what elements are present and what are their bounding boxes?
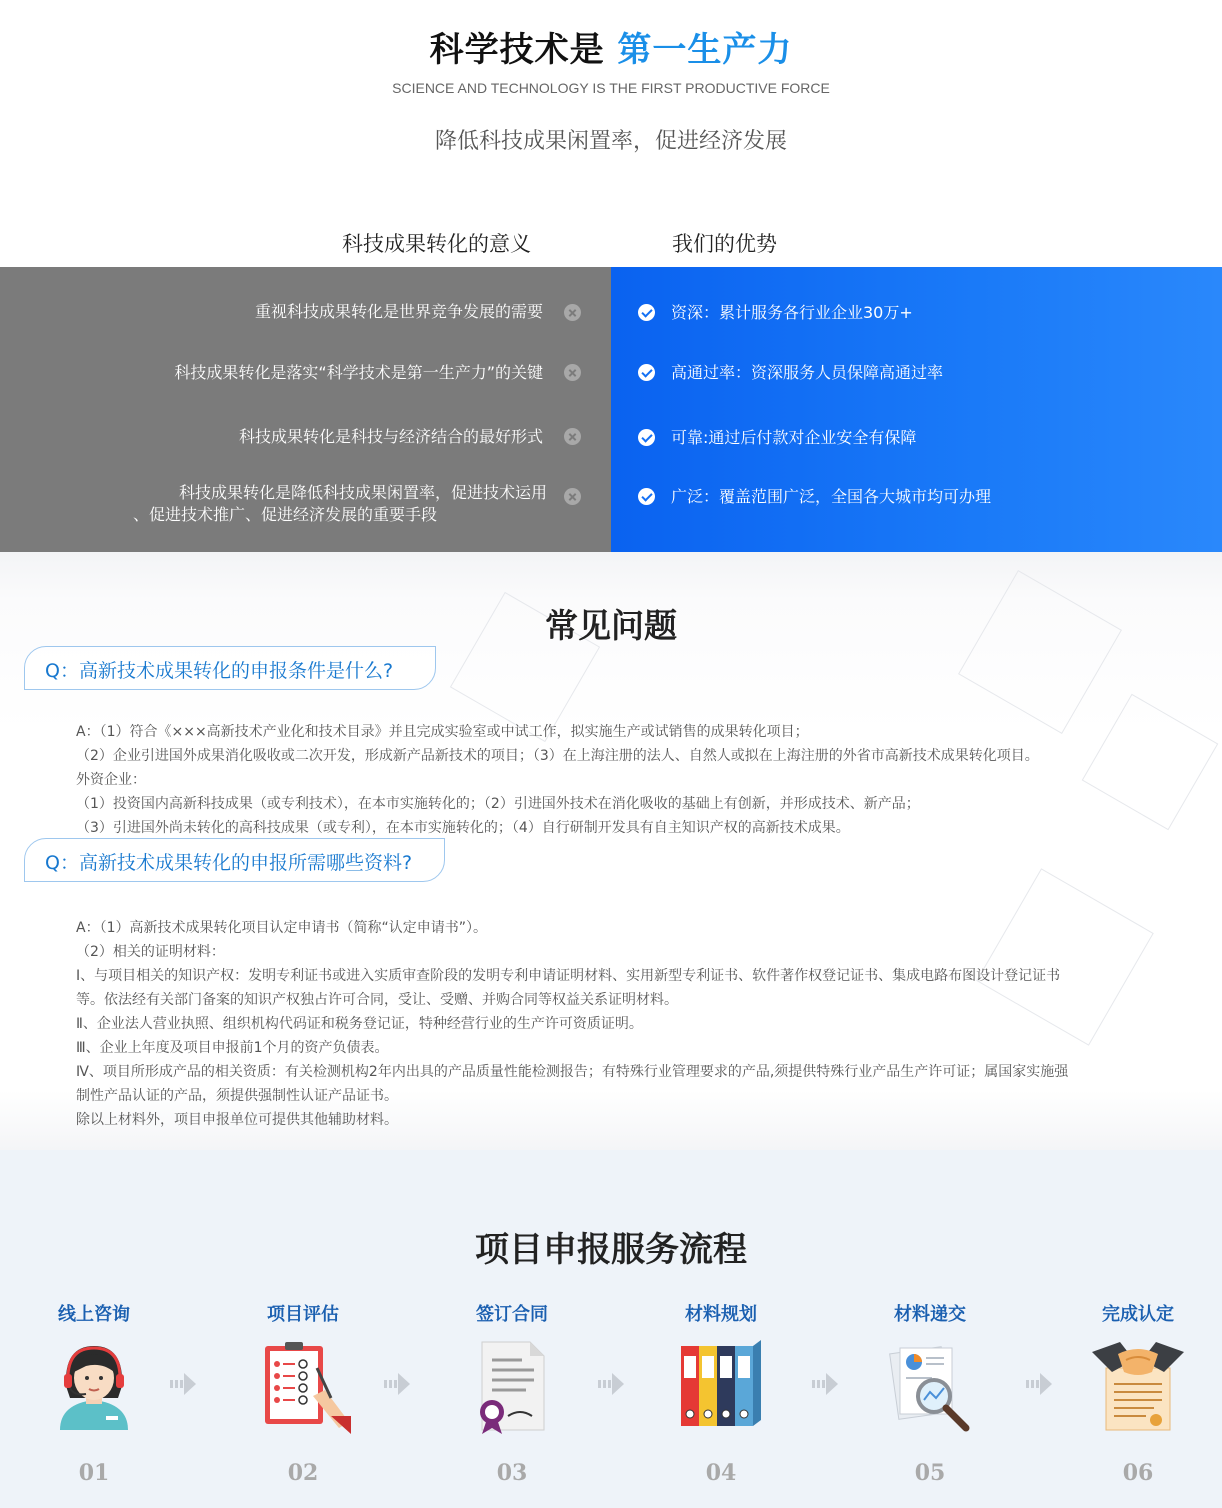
hero-title-accent: 第一生产力	[617, 30, 793, 70]
check-icon	[638, 304, 655, 321]
faq-question-1[interactable]	[24, 646, 436, 690]
hexagon-decoration	[958, 570, 1122, 734]
answer-line: 等。依法经有关部门备案的知识产权独占许可合同，受让、受赠、并购合同等权益关系证明材料。	[76, 992, 678, 1008]
checklist-icon	[255, 1338, 351, 1434]
process-step-evaluate	[233, 1300, 373, 1486]
advantage-item: 高通过率：资深服务人员保障高通过率	[671, 363, 944, 382]
answer-line: Ⅱ、企业法人营业执照、组织机构代码证和税务登记证，特种经营行业的生产许可资质证明。	[76, 1016, 643, 1032]
handshake-certificate-icon	[1090, 1338, 1186, 1434]
arrow-right-icon	[170, 1373, 198, 1395]
advantages-heading: 我们的优势	[672, 232, 777, 256]
hero-section	[0, 0, 1222, 200]
significance-item: 科技成果转化是科技与经济结合的最好形式	[238, 427, 543, 446]
cross-icon	[564, 364, 581, 381]
arrow-right-icon	[1026, 1373, 1054, 1395]
faq-section	[0, 552, 1222, 1150]
arrow-right-icon	[384, 1373, 412, 1395]
advantage-item: 广泛：覆盖范围广泛，全国各大城市均可办理	[671, 487, 992, 506]
step-label: 材料递交	[894, 1304, 966, 1325]
report-magnifier-icon	[882, 1338, 978, 1434]
step-label: 项目评估	[267, 1304, 339, 1325]
cross-icon	[564, 488, 581, 505]
process-section	[0, 1150, 1222, 1508]
answer-line: Ⅲ、企业上年度及项目申报前1个月的资产负债表。	[76, 1040, 389, 1056]
binders-icon	[673, 1338, 769, 1434]
check-icon	[638, 429, 655, 446]
answer-line: A：（1）高新技术成果转化项目认定申请书（简称“认定申请书”）。	[76, 920, 487, 936]
step-number: 02	[287, 1460, 319, 1486]
contract-icon	[464, 1338, 560, 1434]
step-label: 完成认定	[1102, 1304, 1174, 1325]
significance-item: 科技成果转化是降低科技成果闲置率，促进技术运用	[178, 483, 547, 502]
significance-panel	[0, 267, 611, 552]
faq-question-text: Q：高新技术成果转化的申报所需哪些资料?	[45, 852, 413, 874]
process-title: 项目申报服务流程	[475, 1230, 747, 1270]
faq-title: 常见问题	[545, 606, 677, 645]
process-step-planning	[651, 1300, 791, 1486]
faq-question-2[interactable]	[24, 838, 445, 882]
customer-service-icon	[46, 1338, 142, 1434]
hero-title	[0, 22, 1222, 71]
cross-icon	[564, 304, 581, 321]
answer-line: 除以上材料外，项目申报单位可提供其他辅助材料。	[76, 1112, 398, 1128]
step-number: 01	[78, 1460, 110, 1486]
faq-answer-2	[76, 916, 1216, 1132]
arrow-right-icon	[598, 1373, 626, 1395]
step-number: 06	[1122, 1460, 1154, 1486]
check-icon	[638, 364, 655, 381]
step-label: 签订合同	[476, 1304, 548, 1325]
answer-line: （2）相关的证明材料：	[76, 944, 225, 960]
significance-heading: 科技成果转化的意义	[342, 232, 531, 256]
hero-slogan: 降低科技成果闲置率，促进经济发展	[434, 129, 787, 154]
answer-line: 外资企业：	[76, 772, 146, 788]
answer-line: 制性产品认证的产品，须提供强制性认证产品证书。	[76, 1088, 398, 1104]
faq-answer-1	[76, 720, 1216, 840]
answer-line: （3）引进国外尚未转化的高科技成果（或专利），在本市实施转化的；（4）自行研制开发具有自主知识产权的高新技术成果。	[76, 820, 850, 836]
step-number: 05	[914, 1460, 946, 1486]
faq-question-text: Q：高新技术成果转化的申报条件是什么?	[45, 660, 394, 682]
hero-subtitle-en: SCIENCE AND TECHNOLOGY IS THE FIRST PRODUCTIVE FORCE	[392, 80, 830, 96]
advantage-item: 资深：累计服务各行业企业30万+	[671, 303, 913, 322]
answer-line: Ⅳ、项目所形成产品的相关资质：有关检测机构2年内出具的产品质量性能检测报告；有特殊行业管理要求的产品,须提供特殊行业产品生产许可证；属国家实施强	[76, 1064, 1069, 1080]
cross-icon	[564, 428, 581, 445]
arrow-right-icon	[812, 1373, 840, 1395]
process-step-consult	[24, 1300, 164, 1486]
significance-item-continued: 、促进技术推广、促进经济发展的重要手段	[133, 505, 438, 524]
process-step-submit	[860, 1300, 1000, 1486]
step-number: 03	[496, 1460, 528, 1486]
advantages-panel	[611, 267, 1222, 552]
step-label: 线上咨询	[58, 1304, 130, 1325]
process-step-contract	[442, 1300, 582, 1486]
answer-line: Ⅰ、与项目相关的知识产权：发明专利证书或进入实质审查阶段的发明专利申请证明材料、实用新型专利证书、软件著作权登记证书、集成电路布图设计登记证书	[76, 968, 1061, 984]
hero-title-main: 科学技术是	[429, 30, 605, 70]
answer-line: （1）投资国内高新科技成果（或专利技术），在本市实施转化的；（2）引进国外技术在消化吸收的基础上有创新，并形成技术、新产品；	[76, 796, 920, 812]
answer-line: （2）企业引进国外成果消化吸收或二次开发，形成新产品新技术的项目；（3）在上海注册的法人、自然人或拟在上海注册的外省市高新技术成果转化项目。	[76, 748, 1039, 764]
check-icon	[638, 488, 655, 505]
significance-item: 重视科技成果转化是世界竞争发展的需要	[254, 302, 543, 321]
advantage-item: 可靠:通过后付款对企业安全有保障	[671, 428, 917, 447]
step-number: 04	[705, 1460, 737, 1486]
answer-line: A：（1）符合《×××高新技术产业化和技术目录》并且完成实验室或中试工作，拟实施生产或试销售的成果转化项目；	[76, 724, 809, 740]
process-step-complete	[1068, 1300, 1208, 1486]
step-label: 材料规划	[685, 1304, 757, 1325]
significance-item: 科技成果转化是落实“科学技术是第一生产力”的关键	[174, 363, 543, 382]
